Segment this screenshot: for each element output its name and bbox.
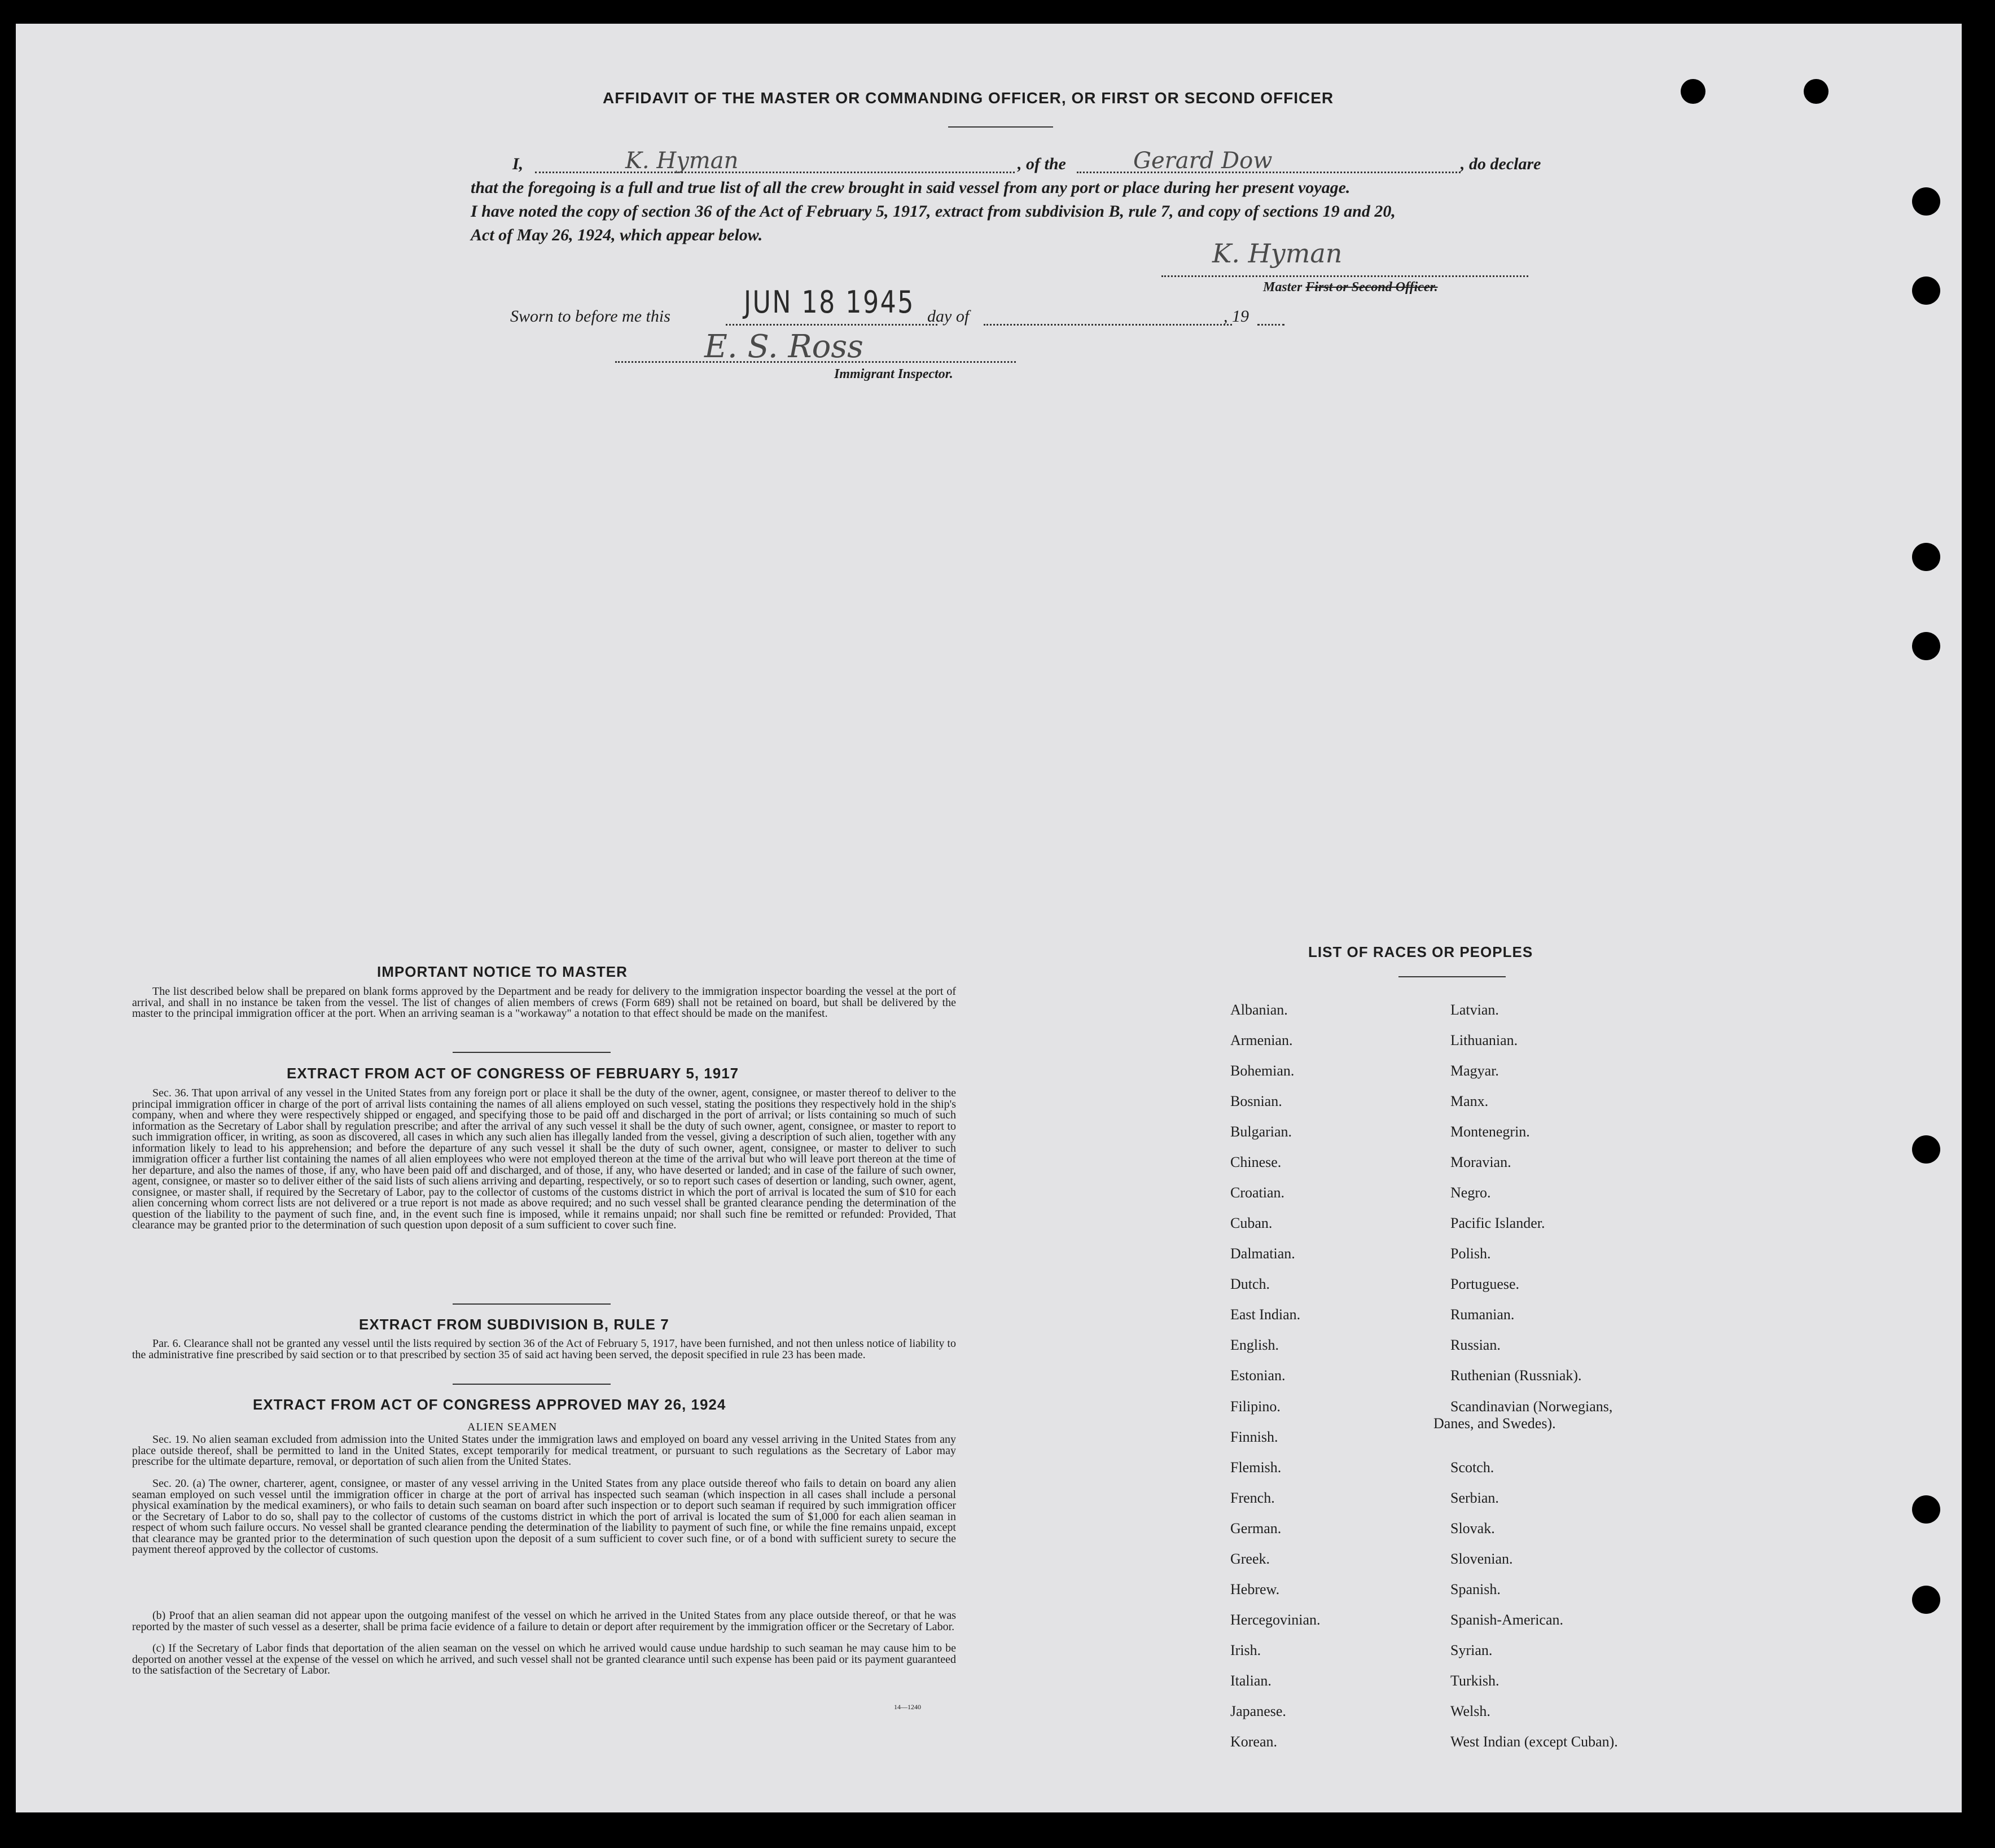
form-number: 14—1240 bbox=[894, 1703, 921, 1711]
race-item: Greek. bbox=[1230, 1551, 1270, 1567]
sec20c-text: (c) If the Secretary of Labor finds that deportation of the alien seaman on the vessel on which he arrived would cause undue hardship to such seaman he may cause him to be deported on another vessel at the expense of the vessel on which he arrived, and such vessel shall not be granted clearance until such expense has been paid or its payment guaranteed to the satisfaction of the Secretary of Labor. bbox=[132, 1642, 956, 1676]
punch-hole bbox=[1912, 1135, 1940, 1164]
punch-hole bbox=[1912, 632, 1940, 660]
race-item: Magyar. bbox=[1450, 1063, 1499, 1079]
race-item: Danes, and Swedes). bbox=[1433, 1415, 1556, 1432]
race-item: Dutch. bbox=[1230, 1276, 1270, 1292]
of-the-label: , of the bbox=[1018, 155, 1066, 173]
punch-hole bbox=[1681, 79, 1705, 104]
race-item: West Indian (except Cuban). bbox=[1450, 1733, 1618, 1750]
master-label: Master bbox=[1263, 280, 1303, 295]
notice-title: IMPORTANT NOTICE TO MASTER bbox=[377, 963, 628, 980]
race-item: Moravian. bbox=[1450, 1154, 1511, 1170]
race-item: Welsh. bbox=[1450, 1703, 1490, 1719]
race-item: Chinese. bbox=[1230, 1154, 1282, 1170]
vessel-name: Gerard Dow bbox=[1133, 148, 1273, 174]
race-item: Spanish-American. bbox=[1450, 1612, 1564, 1628]
sec20a-text: Sec. 20. (a) The owner, charterer, agent, consignee, or master of any vessel arriving in the United States from any place outside thereof who fails to detain on board any alien seaman employed on such vessel until the immigration officer in charge at the port of arrival has inspected such seaman (which inspection in all cases shall include a personal physical examination by the medical examiners), or who fails to detain such seaman on board after such inspection or to deport such seaman if required by such immigration officer or the Secretary of Labor to do so, shall pay to the collector of customs of the customs district in which the port of arrival is located the sum of $1,000 for each alien seaman in respect of whom such failure occurs. No vessel shall be granted clearance pending the determination of the liability to payment of such fine, or while the fine remains unpaid, except that clearance may be granted prior to the determination of such question upon the deposit of a sum sufficient to cover such fine, or of a bond with sufficient surety to secure the payment thereof approved by the collector of customs. bbox=[132, 1477, 956, 1556]
race-item: Dalmatian. bbox=[1230, 1245, 1295, 1262]
sworn-day-field bbox=[726, 324, 937, 326]
punch-hole bbox=[1804, 79, 1829, 104]
date-stamp: JUN 18 1945 bbox=[744, 284, 915, 320]
master-label-row bbox=[1263, 275, 1438, 299]
sworn-label: Sworn to before me this bbox=[510, 307, 670, 326]
race-item: Slovak. bbox=[1450, 1520, 1495, 1537]
punch-hole bbox=[1912, 1586, 1940, 1614]
inspector-signature-line bbox=[615, 361, 1016, 363]
race-item: Finnish. bbox=[1230, 1429, 1278, 1445]
race-item: Portuguese. bbox=[1450, 1276, 1520, 1292]
race-item: Scandinavian (Norwegians, bbox=[1450, 1398, 1613, 1415]
race-item: Negro. bbox=[1450, 1184, 1491, 1201]
officer-struck: First or Second Officer. bbox=[1305, 280, 1438, 295]
race-item: Cuban. bbox=[1230, 1215, 1273, 1231]
race-item: German. bbox=[1230, 1520, 1282, 1537]
rule7-text: Par. 6. Clearance shall not be granted any vessel until the lists required by section 36 of the Act of February 5, 1917, have been furnished, and not then unless notice of liability to the administrative fine prescribed by said section or to that prescribed by section 35 of said act having been served, the deposit specified in rule 23 has been made. bbox=[132, 1337, 956, 1361]
name-signature: K. Hyman bbox=[625, 148, 739, 174]
declaration-line2: that the foregoing is a full and true list of all the crew brought in said vessel from any port or place during her present voyage. bbox=[471, 178, 1351, 197]
race-item: Latvian. bbox=[1450, 1002, 1499, 1018]
day-of-label: day of bbox=[927, 307, 970, 326]
race-item: Scotch. bbox=[1450, 1459, 1494, 1476]
race-item: Filipino. bbox=[1230, 1398, 1281, 1415]
extract1917-text: Sec. 36. That upon arrival of any vessel in the United States from any foreign port or place it shall be the duty of the owner, agent, consignee, or master thereof to deliver to the principal immigration officer in charge of the port of arrival lists containing the names of all aliens employed on such vessel, stating the positions they respectively hold in the ship's company, when and where they were respectively shipped or engaged, and specifying those to be paid off and discharged in the port of arrival; or lists containing so much of such information as the Secretary of Labor shall by regulation prescribe; and after the arrival of any such vessel it shall be the duty of such owner, agent, consignee, or master to report to such immigration officer, in writing, as soon as discovered, all cases in which any such alien has illegally landed from the vessel, giving a description of such alien, together with any information likely to lead to his apprehension; and before the departure of any such vessel it shall be the duty of such owner, agent, consignee, or master to deliver to such immigration officer a further list containing the names of all alien employees who were not employed thereon at the time of the arrival but who will leave port thereon at the time of her departure, and also the names of those, if any, who have been paid off and discharged, and of those, if any, who have deserted or landed; and in case of the failure of such owner, agent, consignee, or master so to deliver either of the said lists of such aliens arriving and departing, respectively, or so to report such cases of desertion or landing, such owner, agent, consignee, or master shall, if required by the Secretary of Labor, pay to the collector of customs of the customs district in which the port of arrival is located the sum of $10 for each alien concerning whom correct lists are not delivered or a true report is not made as above required; and no such vessel shall be granted clearance pending the determination of the question of the liability to the payment of such fine, and, in the event such fine is imposed, while it remains unpaid; nor shall such fine be remitted or refunded: Provided, That clearance may be granted prior to the determination of such question upon deposit of a sum sufficient to cover such fine. bbox=[132, 1087, 956, 1231]
race-item: Syrian. bbox=[1450, 1642, 1493, 1658]
inspector-label: Immigrant Inspector. bbox=[834, 367, 953, 381]
race-item: French. bbox=[1230, 1490, 1275, 1506]
year-field bbox=[1257, 324, 1284, 326]
punch-hole bbox=[1912, 276, 1940, 305]
extract1924-title: EXTRACT FROM ACT OF CONGRESS APPROVED MAY 26, 1924 bbox=[253, 1396, 726, 1413]
race-item: Serbian. bbox=[1450, 1490, 1499, 1506]
name-field bbox=[535, 172, 1015, 173]
document-page bbox=[16, 24, 1962, 1812]
race-item: East Indian. bbox=[1230, 1306, 1301, 1323]
sec20b-text: (b) Proof that an alien seaman did not appear upon the outgoing manifest of the vessel on which he arrived in the United States from any place outside thereof, or that he was reported by the master of such vessel as a deserter, shall be prima facie evidence of a failure to detain or deport after requirement by the immigration officer or the Secretary of Labor. bbox=[132, 1609, 956, 1633]
race-item: Bulgarian. bbox=[1230, 1123, 1292, 1140]
title-divider bbox=[948, 126, 1053, 128]
rule7-title: EXTRACT FROM SUBDIVISION B, RULE 7 bbox=[359, 1316, 669, 1333]
affidavit-title: AFFIDAVIT OF THE MASTER OR COMMANDING OFFICER, OR FIRST OR SECOND OFFICER bbox=[603, 89, 1334, 107]
race-item: Polish. bbox=[1450, 1245, 1491, 1262]
punch-hole bbox=[1912, 1495, 1940, 1524]
alien-seamen-subtitle: ALIEN SEAMEN bbox=[467, 1421, 558, 1433]
master-signature: K. Hyman bbox=[1212, 238, 1343, 269]
i-label: I, bbox=[512, 155, 524, 173]
race-item: Italian. bbox=[1230, 1673, 1271, 1689]
race-item: Albanian. bbox=[1230, 1002, 1288, 1018]
notice-divider bbox=[453, 1052, 611, 1053]
race-item: Armenian. bbox=[1230, 1032, 1293, 1048]
race-item: Korean. bbox=[1230, 1733, 1278, 1750]
race-item: English. bbox=[1230, 1337, 1279, 1353]
sec19-text: Sec. 19. No alien seaman excluded from admission into the United States under the immigration laws and employed on board any vessel arriving in the United States from any place outside thereof, shall be permitted to land in the United States, except temporarily for medical treatment, or pursuant to such regulations as the Secretary of Labor may prescribe for the ultimate departure, removal, or deportation of such alien from the United States. bbox=[132, 1433, 956, 1468]
declaration-line4: Act of May 26, 1924, which appear below. bbox=[471, 226, 763, 244]
race-item: Rumanian. bbox=[1450, 1306, 1515, 1323]
declaration-line3: I have noted the copy of section 36 of the Act of February 5, 1917, extract from subdivision B, rule 7, and copy of sections 19 and 20, bbox=[471, 202, 1396, 221]
punch-hole bbox=[1912, 543, 1940, 571]
extract1917-title: EXTRACT FROM ACT OF CONGRESS OF FEBRUARY 5, 1917 bbox=[287, 1065, 739, 1082]
race-item: Bohemian. bbox=[1230, 1063, 1295, 1079]
race-item: Japanese. bbox=[1230, 1703, 1286, 1719]
inspector-signature: E. S. Ross bbox=[704, 328, 863, 365]
race-item: Hercegovinian. bbox=[1230, 1612, 1321, 1628]
race-item: Manx. bbox=[1450, 1093, 1489, 1109]
races-divider bbox=[1398, 976, 1506, 977]
race-item: Montenegrin. bbox=[1450, 1123, 1530, 1140]
race-item: Croatian. bbox=[1230, 1184, 1285, 1201]
races-title: LIST OF RACES OR PEOPLES bbox=[1308, 943, 1533, 960]
year-label: , 19 bbox=[1224, 307, 1249, 326]
race-item: Lithuanian. bbox=[1450, 1032, 1518, 1048]
race-item: Ruthenian (Russniak). bbox=[1450, 1367, 1582, 1384]
race-item: Russian. bbox=[1450, 1337, 1501, 1353]
race-item: Estonian. bbox=[1230, 1367, 1286, 1384]
race-item: Spanish. bbox=[1450, 1581, 1501, 1597]
extract1917-divider bbox=[453, 1303, 611, 1305]
punch-hole bbox=[1912, 187, 1940, 216]
race-item: Slovenian. bbox=[1450, 1551, 1513, 1567]
race-item: Bosnian. bbox=[1230, 1093, 1282, 1109]
race-item: Flemish. bbox=[1230, 1459, 1282, 1476]
race-item: Pacific Islander. bbox=[1450, 1215, 1545, 1231]
race-item: Hebrew. bbox=[1230, 1581, 1280, 1597]
month-field bbox=[984, 324, 1232, 326]
rule7-divider bbox=[453, 1384, 611, 1385]
race-item: Irish. bbox=[1230, 1642, 1261, 1658]
race-item: Turkish. bbox=[1450, 1673, 1499, 1689]
do-declare-label: , do declare bbox=[1461, 155, 1541, 173]
notice-text: The list described below shall be prepared on blank forms approved by the Department and be ready for delivery to the immigration inspector boarding the vessel at the port of arrival, and shall in no instance be taken from the vessel. The list of changes of alien members of crews (Form 689) shall not be retained on board, but shall be delivered by the master to the principal immigration officer at the port. When an arriving seaman is a "workaway" a notation to that effect should be made on the manifest. bbox=[132, 985, 956, 1020]
